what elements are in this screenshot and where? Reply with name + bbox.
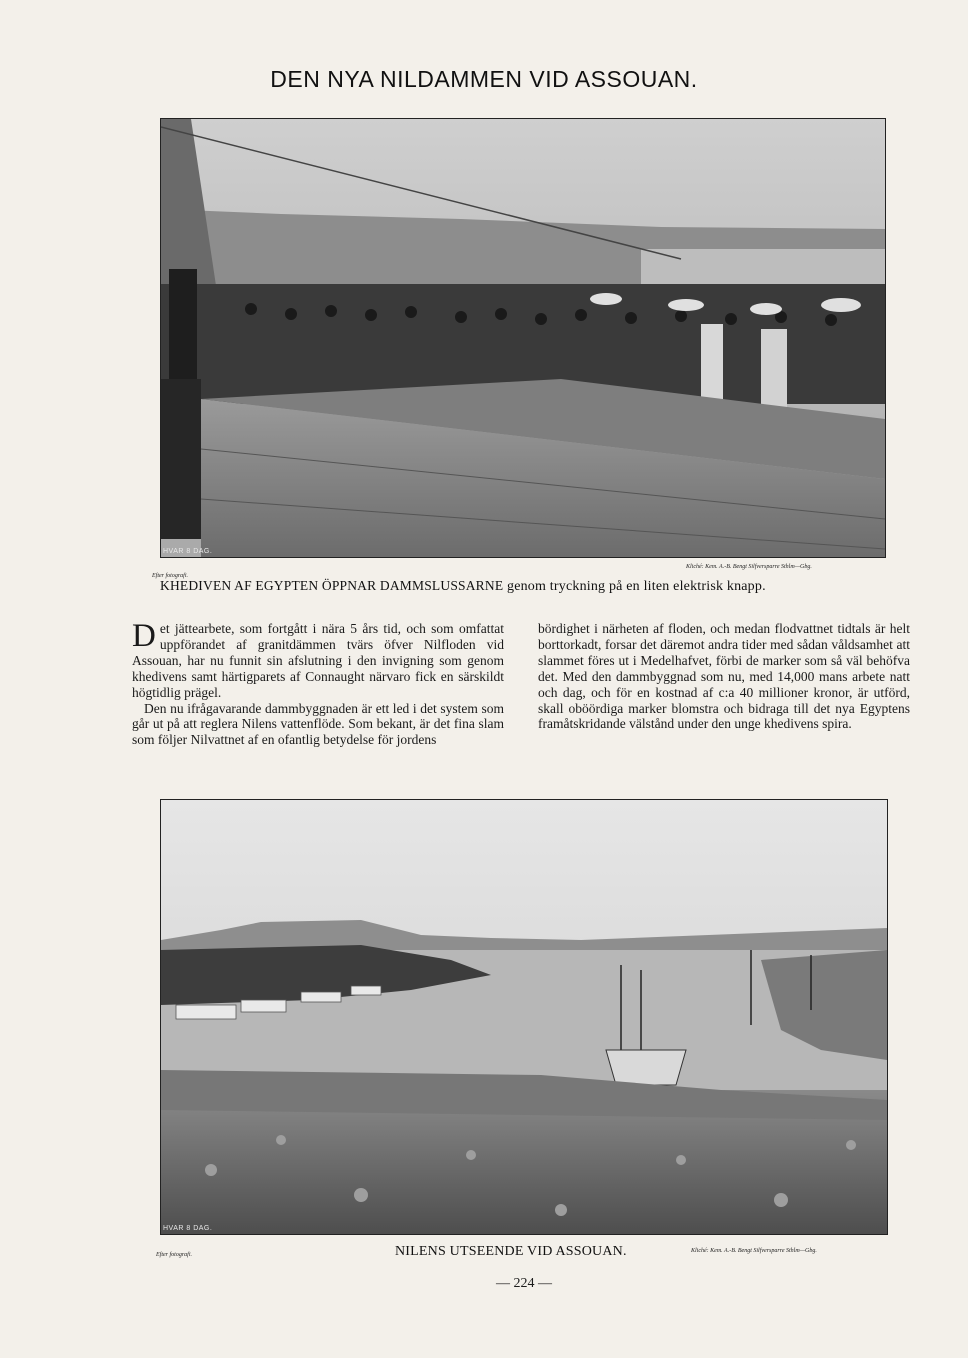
ceremony-photo-drawing [161, 119, 885, 557]
article-paragraph: Den nu ifrågavarande dammbyggnaden är ett led i det system som går ut på att reglera Nilens vattenflöde. Som bekant, är det fina slam som följer Nilvattnet af en ofantlig betydelse för jordens [132, 700, 504, 748]
page-number: — 224 — [496, 1276, 552, 1291]
article-paragraph: bördighet i närheten af floden, och medan flodvattnet tidtals är helt borttorkadt, forsar det däremot andra tider med sådan våldsamhet att slammet föres ut i Medelhafvet, förbi de marker som så väl behöfva det. Med den dammbyggnad som nu, med 14,000 mans arbete natt och dag, och för en kostnad af c:a 40 millioner kronor, är utförd, skall oböördiga marker blomstra och bidraga till det nya Egyptens framåtskridande välstånd under den unge khedivens spira. [538, 621, 910, 732]
drop-cap: D [132, 618, 156, 654]
photo-credit-left: Efter fotografi. [156, 1252, 192, 1258]
photo-credit-left: Efter fotografi. [152, 573, 188, 579]
figure1-caption [160, 578, 766, 595]
nile-photo-drawing [161, 800, 887, 1234]
photo-watermark: HVAR 8 DAG. [163, 1225, 213, 1232]
article-column-right [538, 621, 910, 732]
photo-watermark: HVAR 8 DAG. [163, 548, 213, 555]
page-title: DEN NYA NILDAMMEN VID ASSOUAN. [270, 66, 698, 92]
figure1-caption-lower: genom tryckning på en liten elektrisk knapp. [503, 579, 766, 594]
figure2-caption: NILENS UTSEENDE VID ASSOUAN. [395, 1244, 627, 1259]
figure1-caption-upper: KHEDIVEN AF EGYPTEN ÖPPNAR DAMMSLUSSARNE [160, 578, 504, 593]
article-paragraph: et jättearbete, som fortgått i nära 5 års tid, och som omfattat uppförandet af granitdämmen tvärs öfver Nilfloden vid Assouan, har nu funnit sin afslutning i den invigning som genom khedivens samt härtigparets af Connaught närvaro fick en särskildt högtidlig prägel. [132, 621, 504, 700]
nile-photo [160, 799, 888, 1235]
article-column-left [132, 618, 504, 748]
cliche-credit: Kliché: Kem. A.-B. Bengt Silfversparre Sthlm—Gbg. [686, 564, 812, 570]
cliche-credit: Kliché: Kem. A.-B. Bengt Silfversparre Sthlm—Gbg. [691, 1248, 817, 1254]
ceremony-photo [160, 118, 886, 558]
